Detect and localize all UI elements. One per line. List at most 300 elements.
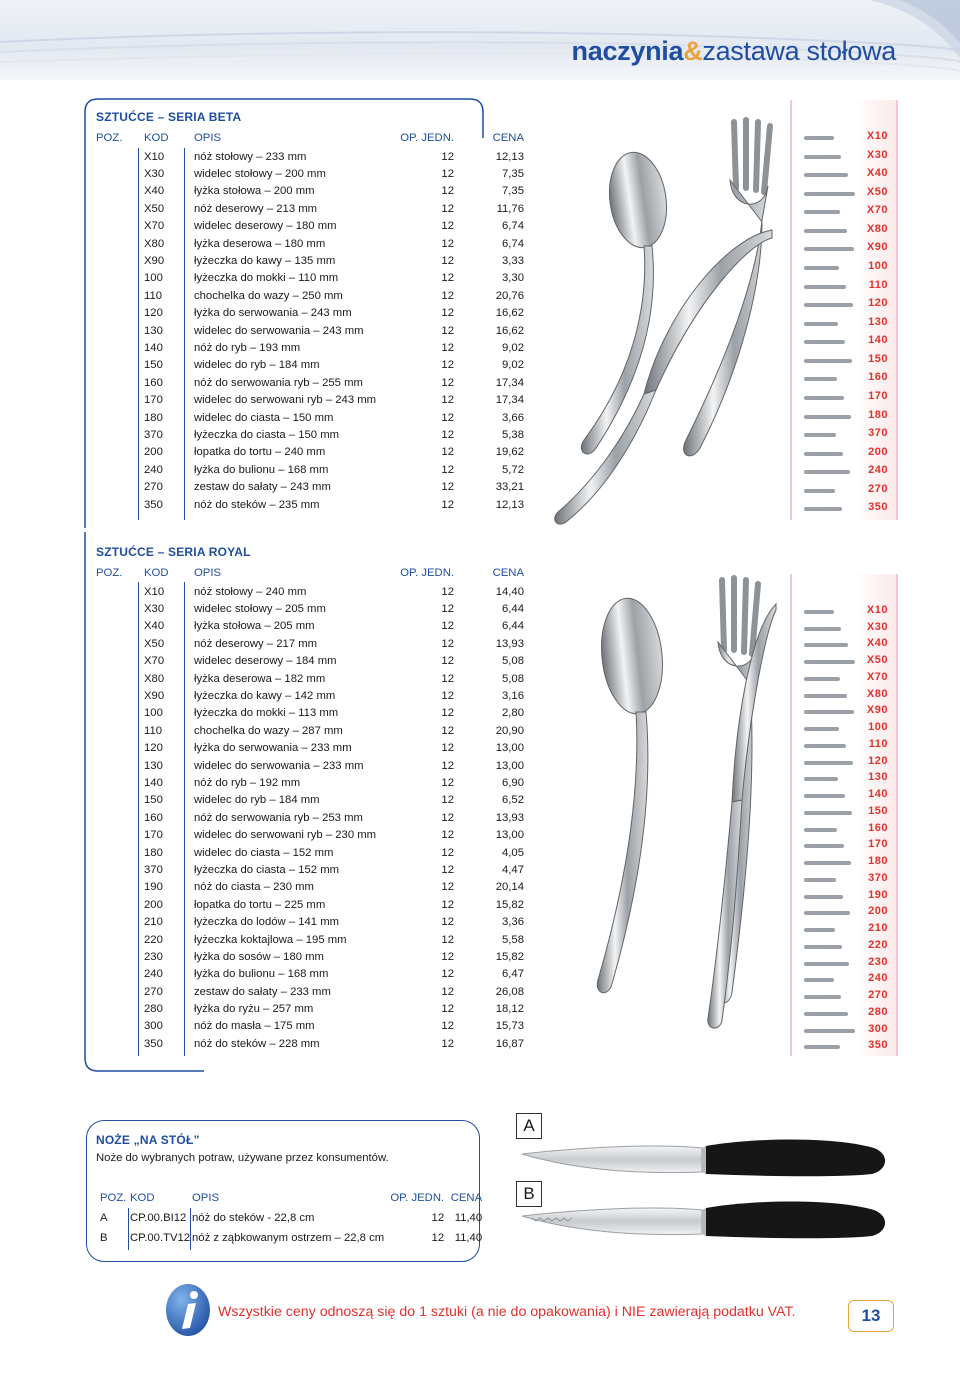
beta-section-title: SZTUĆCE – SERIA BETA: [96, 110, 242, 124]
cell-cena: 15,82: [495, 898, 524, 911]
royal-legend-panel: [790, 574, 898, 1056]
legend-code: X50: [866, 654, 888, 667]
cell-poz: [96, 391, 140, 408]
cell-cena: 5,08: [502, 672, 524, 685]
table-row: [96, 600, 526, 617]
legend-code: 240: [868, 972, 888, 985]
cell-opis: widelec do serwowania – 233 mm: [194, 759, 364, 772]
table-row: [96, 792, 526, 809]
legend-row: [792, 353, 896, 370]
legend-code: 280: [868, 1005, 888, 1018]
cell-poz: [96, 861, 140, 878]
utensil-thumbnail: [804, 1029, 855, 1033]
cell-opis: widelec deserowy – 184 mm: [194, 655, 337, 668]
legend-code: 100: [868, 260, 888, 272]
utensil-thumbnail: [804, 777, 838, 781]
cell-cena: 5,08: [502, 655, 524, 668]
cell-kod: 230: [144, 950, 163, 963]
legend-code: 160: [868, 371, 888, 384]
cell-cena: 5,58: [502, 933, 524, 946]
cell-cena: 12,13: [495, 150, 524, 163]
legend-code: 200: [868, 905, 888, 918]
cell-cena: 16,62: [495, 307, 524, 320]
utensil-thumbnail: [804, 155, 841, 159]
cell-op: 12: [441, 463, 454, 476]
cell-kod: 370: [144, 863, 163, 876]
knives-section-title: NOŻE „NA STÓŁ”: [96, 1133, 200, 1147]
col-op: OP. JEDN.: [400, 132, 454, 144]
legend-code: 190: [868, 888, 888, 901]
legend-row: [792, 671, 896, 688]
utensil-thumbnail: [804, 1012, 848, 1016]
utensil-thumbnail: [804, 861, 851, 865]
cell-kod: 170: [144, 829, 163, 842]
legend-row: [792, 204, 896, 221]
legend-code: 220: [868, 938, 888, 951]
cell-kod: X80: [144, 672, 165, 685]
legend-code: X70: [866, 204, 888, 217]
utensil-thumbnail: [804, 415, 851, 419]
cell-kod: X10: [144, 585, 165, 598]
table-row: [96, 653, 526, 670]
legend-row: [792, 755, 896, 772]
cell-kod: 190: [144, 881, 163, 894]
cell-opis: łyżeczka do ciasta – 150 mm: [194, 428, 340, 441]
cell-kod: 280: [144, 1003, 163, 1016]
cell-opis: łopatka do tortu – 240 mm: [194, 446, 326, 459]
cell-poz: [96, 339, 140, 356]
cell-poz: B: [100, 1232, 108, 1244]
legend-code: 110: [868, 278, 888, 291]
cell-poz: [96, 844, 140, 861]
cell-poz: [96, 1018, 140, 1035]
cell-opis: zestaw do sałaty – 233 mm: [194, 985, 331, 998]
cell-op: 12: [441, 950, 454, 963]
cell-opis: łyżka deserowa – 180 mm: [194, 237, 326, 250]
cell-poz: [96, 931, 140, 948]
cell-op: 12: [441, 150, 454, 163]
cell-poz: [96, 461, 140, 478]
cell-poz: [96, 653, 140, 670]
cell-poz: [96, 409, 140, 426]
cell-cena: 6,52: [502, 794, 524, 807]
legend-code: 120: [868, 754, 888, 767]
cell-poz: [96, 705, 140, 722]
legend-code: X30: [866, 620, 888, 633]
cell-op: 12: [441, 898, 454, 911]
cell-poz: [96, 757, 140, 774]
legend-row: [792, 427, 896, 444]
cell-op: 12: [441, 759, 454, 772]
utensil-thumbnail: [804, 694, 847, 698]
beta-cutlery-image: [536, 110, 786, 530]
cell-opis: nóż stołowy – 233 mm: [194, 150, 307, 163]
legend-code: 170: [868, 390, 888, 402]
legend-code: 370: [868, 427, 888, 440]
cell-poz: [96, 774, 140, 791]
cell-poz: [96, 426, 140, 443]
utensil-thumbnail: [804, 359, 852, 363]
table-row: [96, 983, 526, 1000]
table-row: [96, 409, 526, 426]
cell-poz: [96, 583, 140, 600]
utensil-thumbnail: [804, 945, 842, 949]
legend-code: 350: [868, 1039, 888, 1052]
legend-code: X90: [866, 241, 888, 254]
utensil-thumbnail: [804, 1045, 840, 1049]
cell-poz: [96, 305, 140, 322]
table-row: [96, 740, 526, 757]
utensil-thumbnail: [804, 844, 844, 848]
cell-op: 12: [441, 255, 454, 268]
cell-op: 12: [441, 324, 454, 337]
cell-kod: 220: [144, 933, 163, 946]
cell-cena: 16,62: [495, 324, 524, 337]
utensil-thumbnail: [804, 811, 852, 815]
table-row: [96, 252, 526, 269]
cell-opis: łyżeczka do lodów – 141 mm: [194, 916, 340, 929]
legend-code: 150: [868, 352, 888, 365]
legend-code: X40: [866, 167, 888, 180]
cell-opis: widelec stołowy – 200 mm: [194, 168, 326, 181]
table-row: [96, 705, 526, 722]
cell-cena: 6,44: [502, 603, 524, 616]
table-row: [96, 183, 526, 200]
cell-cena: 19,62: [495, 446, 524, 459]
legend-code: X80: [866, 222, 888, 235]
table-row: [96, 444, 526, 461]
table-header-row: [96, 128, 526, 148]
legend-code: 270: [868, 482, 888, 495]
cell-op: 12: [441, 498, 454, 511]
cell-kod: 120: [144, 307, 163, 320]
table-row: [96, 774, 526, 791]
legend-row: [792, 905, 896, 922]
utensil-thumbnail: [804, 727, 839, 731]
knives-price-table: [100, 1188, 482, 1248]
cell-op: 12: [441, 1020, 454, 1033]
cell-op: 12: [441, 428, 454, 441]
knife-tag-a: A: [516, 1113, 542, 1139]
cell-kod: CP.00.BI12: [130, 1212, 187, 1224]
cell-opis: nóż do ryb – 192 mm: [194, 776, 301, 789]
table-row: [96, 200, 526, 217]
cell-cena: 11,40: [454, 1232, 483, 1244]
table-row: [96, 948, 526, 965]
cell-cena: 18,12: [495, 1003, 524, 1016]
cell-opis: nóż do steków – 235 mm: [194, 498, 320, 511]
cell-cena: 20,76: [495, 289, 524, 302]
legend-row: [792, 186, 896, 203]
legend-row: [792, 260, 896, 277]
cell-kod: 350: [144, 1037, 163, 1050]
cell-kod: 160: [144, 376, 163, 389]
table-row: [96, 339, 526, 356]
cell-opis: nóż do steków - 22,8 cm: [192, 1212, 315, 1224]
cell-cena: 16,87: [495, 1037, 524, 1050]
legend-row: [792, 279, 896, 296]
table-row: [96, 496, 526, 513]
cell-opis: łyżeczka do mokki – 113 mm: [194, 707, 339, 720]
cell-kod: 270: [144, 985, 163, 998]
utensil-thumbnail: [804, 507, 842, 511]
utensil-thumbnail: [804, 452, 843, 456]
legend-row: [792, 483, 896, 500]
legend-code: 230: [868, 955, 888, 968]
cell-poz: [96, 983, 140, 1000]
knives-divider-1: [128, 1208, 129, 1250]
col-opis: OPIS: [192, 1192, 219, 1204]
cell-op: 12: [441, 1037, 454, 1050]
cell-cena: 4,05: [502, 846, 524, 859]
cell-kod: 370: [144, 428, 163, 441]
legend-row: [792, 446, 896, 463]
cell-cena: 3,66: [502, 411, 524, 424]
legend-row: [792, 1023, 896, 1040]
table-row: [96, 844, 526, 861]
legend-row: [792, 149, 896, 166]
cell-poz: [96, 148, 140, 165]
utensil-thumbnail: [804, 210, 840, 214]
legend-code: 170: [868, 838, 888, 851]
legend-row: [792, 654, 896, 671]
cell-kod: X50: [144, 202, 165, 215]
cell-cena: 15,73: [495, 1020, 524, 1033]
cell-op: 12: [441, 446, 454, 459]
cell-opis: widelec do serwowania – 243 mm: [194, 324, 364, 337]
cell-poz: [96, 809, 140, 826]
cell-opis: nóż do steków – 228 mm: [194, 1037, 320, 1050]
legend-row: [792, 316, 896, 333]
cell-op: 12: [441, 620, 454, 633]
cell-kod: 150: [144, 359, 163, 372]
cell-op: 12: [441, 376, 454, 389]
cell-opis: widelec stołowy – 205 mm: [194, 603, 326, 616]
cell-opis: łyżka do sosów – 180 mm: [194, 950, 324, 963]
cell-op: 12: [441, 829, 454, 842]
cell-cena: 6,74: [502, 220, 524, 233]
utensil-thumbnail: [804, 660, 855, 664]
cell-op: 12: [441, 1003, 454, 1016]
table-header-row: [96, 563, 526, 583]
cell-kod: X30: [144, 603, 165, 616]
beta-legend-panel: [790, 100, 898, 520]
legend-row: [792, 889, 896, 906]
cell-cena: 11,76: [496, 202, 524, 215]
cell-opis: łyżka do serwowania – 233 mm: [194, 742, 352, 755]
utensil-thumbnail: [804, 247, 854, 251]
table-row: [100, 1208, 482, 1228]
cell-poz: [96, 687, 140, 704]
cell-poz: [96, 478, 140, 495]
cell-cena: 2,80: [502, 707, 524, 720]
legend-code: X90: [866, 704, 888, 717]
utensil-thumbnail: [804, 266, 839, 270]
col-cena: CENA: [492, 132, 524, 144]
utensil-thumbnail: [804, 136, 834, 140]
cell-poz: [96, 357, 140, 374]
table-row: [96, 931, 526, 948]
utensil-thumbnail: [804, 794, 845, 798]
cell-poz: [96, 1035, 140, 1052]
utensil-thumbnail: [804, 911, 850, 915]
utensil-thumbnail: [804, 285, 846, 289]
cell-cena: 17,34: [495, 394, 524, 407]
cell-op: 12: [441, 933, 454, 946]
cell-opis: nóż do masła – 175 mm: [194, 1020, 315, 1033]
legend-row: [792, 390, 896, 407]
cell-op: 12: [441, 341, 454, 354]
cell-op: 12: [441, 968, 454, 981]
page-title: naczynia&zastawa stołowa: [571, 36, 896, 66]
legend-code: X70: [866, 670, 888, 683]
cell-cena: 6,74: [502, 237, 524, 250]
cell-op: 12: [441, 289, 454, 302]
cell-opis: łyżka stołowa – 200 mm: [194, 185, 315, 198]
table-row: [96, 391, 526, 408]
cell-kod: 240: [144, 968, 163, 981]
table-row: [96, 357, 526, 374]
cell-cena: 13,93: [495, 637, 524, 650]
cell-kod: 180: [144, 411, 163, 424]
knife-tag-b: B: [516, 1181, 542, 1207]
legend-row: [792, 838, 896, 855]
utensil-thumbnail: [804, 928, 835, 932]
cell-poz: [96, 183, 140, 200]
cell-kod: 140: [144, 776, 163, 789]
cell-poz: [96, 913, 140, 930]
cell-cena: 3,36: [502, 916, 524, 929]
cell-poz: [96, 165, 140, 182]
legend-row: [792, 167, 896, 184]
cell-cena: 13,00: [495, 829, 524, 842]
cell-op: 12: [441, 863, 454, 876]
cell-opis: łyżka do serwowania – 243 mm: [194, 307, 352, 320]
cell-opis: widelec do ryb – 184 mm: [194, 359, 320, 372]
cell-op: 12: [441, 881, 454, 894]
table-row: [96, 322, 526, 339]
utensil-thumbnail: [804, 173, 848, 177]
utensil-thumbnail: [804, 433, 836, 437]
utensil-thumbnail: [804, 470, 850, 474]
utensil-thumbnail: [804, 489, 835, 493]
cell-op: 12: [441, 359, 454, 372]
cell-op: 12: [441, 637, 454, 650]
cell-op: 12: [441, 690, 454, 703]
cell-op: 12: [441, 272, 454, 285]
table-row: [96, 635, 526, 652]
cell-op: 12: [441, 846, 454, 859]
cell-opis: widelec do serwowani ryb – 230 mm: [194, 829, 377, 842]
cell-poz: [96, 1000, 140, 1017]
cell-opis: nóż do ryb – 193 mm: [194, 341, 301, 354]
cell-op: 12: [431, 1232, 445, 1244]
legend-row: [792, 501, 896, 518]
cell-cena: 5,72: [502, 463, 524, 476]
cell-cena: 5,38: [502, 428, 524, 441]
legend-row: [792, 409, 896, 426]
legend-code: X10: [866, 604, 888, 616]
legend-row: [792, 621, 896, 638]
legend-code: 130: [868, 315, 888, 328]
cell-op: 12: [441, 672, 454, 685]
table-row: [96, 165, 526, 182]
cell-cena: 13,93: [495, 811, 524, 824]
table-row: [96, 722, 526, 739]
legend-row: [792, 822, 896, 839]
cell-cena: 20,90: [495, 724, 524, 737]
cell-poz: [96, 600, 140, 617]
table-row: [96, 305, 526, 322]
legend-row: [792, 805, 896, 822]
cell-cena: 3,16: [502, 690, 524, 703]
legend-row: [792, 704, 896, 721]
cell-op: 12: [441, 307, 454, 320]
legend-row: [792, 297, 896, 314]
legend-row: [792, 855, 896, 872]
cell-op: 12: [441, 168, 454, 181]
cell-poz: [96, 322, 140, 339]
cell-opis: łyżeczka koktajlowa – 195 mm: [194, 933, 347, 946]
legend-row: [792, 956, 896, 973]
cell-kod: 200: [144, 446, 163, 459]
utensil-thumbnail: [804, 895, 843, 899]
cell-kod: 210: [144, 916, 163, 929]
cell-poz: [96, 722, 140, 739]
legend-row: [792, 223, 896, 240]
cell-opis: łyżka stołowa – 205 mm: [194, 620, 315, 633]
col-poz: POZ.: [96, 567, 123, 579]
cell-kod: X30: [144, 168, 165, 181]
cell-cena: 13,00: [495, 759, 524, 772]
utensil-thumbnail: [804, 340, 845, 344]
legend-code: X80: [866, 687, 888, 700]
col-op: OP. JEDN.: [390, 1192, 445, 1204]
cell-poz: [96, 826, 140, 843]
cell-op: 12: [441, 411, 454, 424]
legend-code: 110: [868, 737, 888, 750]
legend-code: 100: [868, 721, 888, 734]
cell-op: 12: [441, 742, 454, 755]
cell-op: 12: [441, 985, 454, 998]
utensil-thumbnail: [804, 962, 849, 966]
legend-code: 210: [868, 922, 888, 935]
legend-code: X10: [866, 130, 888, 142]
cell-kod: X70: [144, 220, 165, 233]
cell-opis: nóż stołowy – 240 mm: [194, 585, 307, 598]
cell-kod: X70: [144, 655, 165, 668]
cell-opis: nóż do serwowania ryb – 255 mm: [194, 376, 363, 389]
table-row: [96, 670, 526, 687]
table-row: [96, 583, 526, 600]
cell-op: 12: [441, 655, 454, 668]
table-row: [96, 1035, 526, 1052]
cell-poz: [96, 252, 140, 269]
royal-price-table: [96, 563, 526, 1053]
utensil-thumbnail: [804, 761, 853, 765]
cell-cena: 9,02: [502, 341, 524, 354]
legend-row: [792, 241, 896, 258]
cell-opis: widelec do ryb – 184 mm: [194, 794, 320, 807]
cell-op: 12: [441, 585, 454, 598]
cell-kod: X10: [144, 150, 165, 163]
cell-poz: [96, 270, 140, 287]
cell-cena: 6,47: [502, 968, 524, 981]
legend-code: 150: [868, 804, 888, 817]
vat-note: Wszystkie ceny odnoszą się do 1 sztuki (a nie do opakowania) i NIE zawierają podatku VAT.: [218, 1304, 796, 1320]
cell-op: 12: [441, 220, 454, 233]
cell-cena: 17,34: [495, 376, 524, 389]
